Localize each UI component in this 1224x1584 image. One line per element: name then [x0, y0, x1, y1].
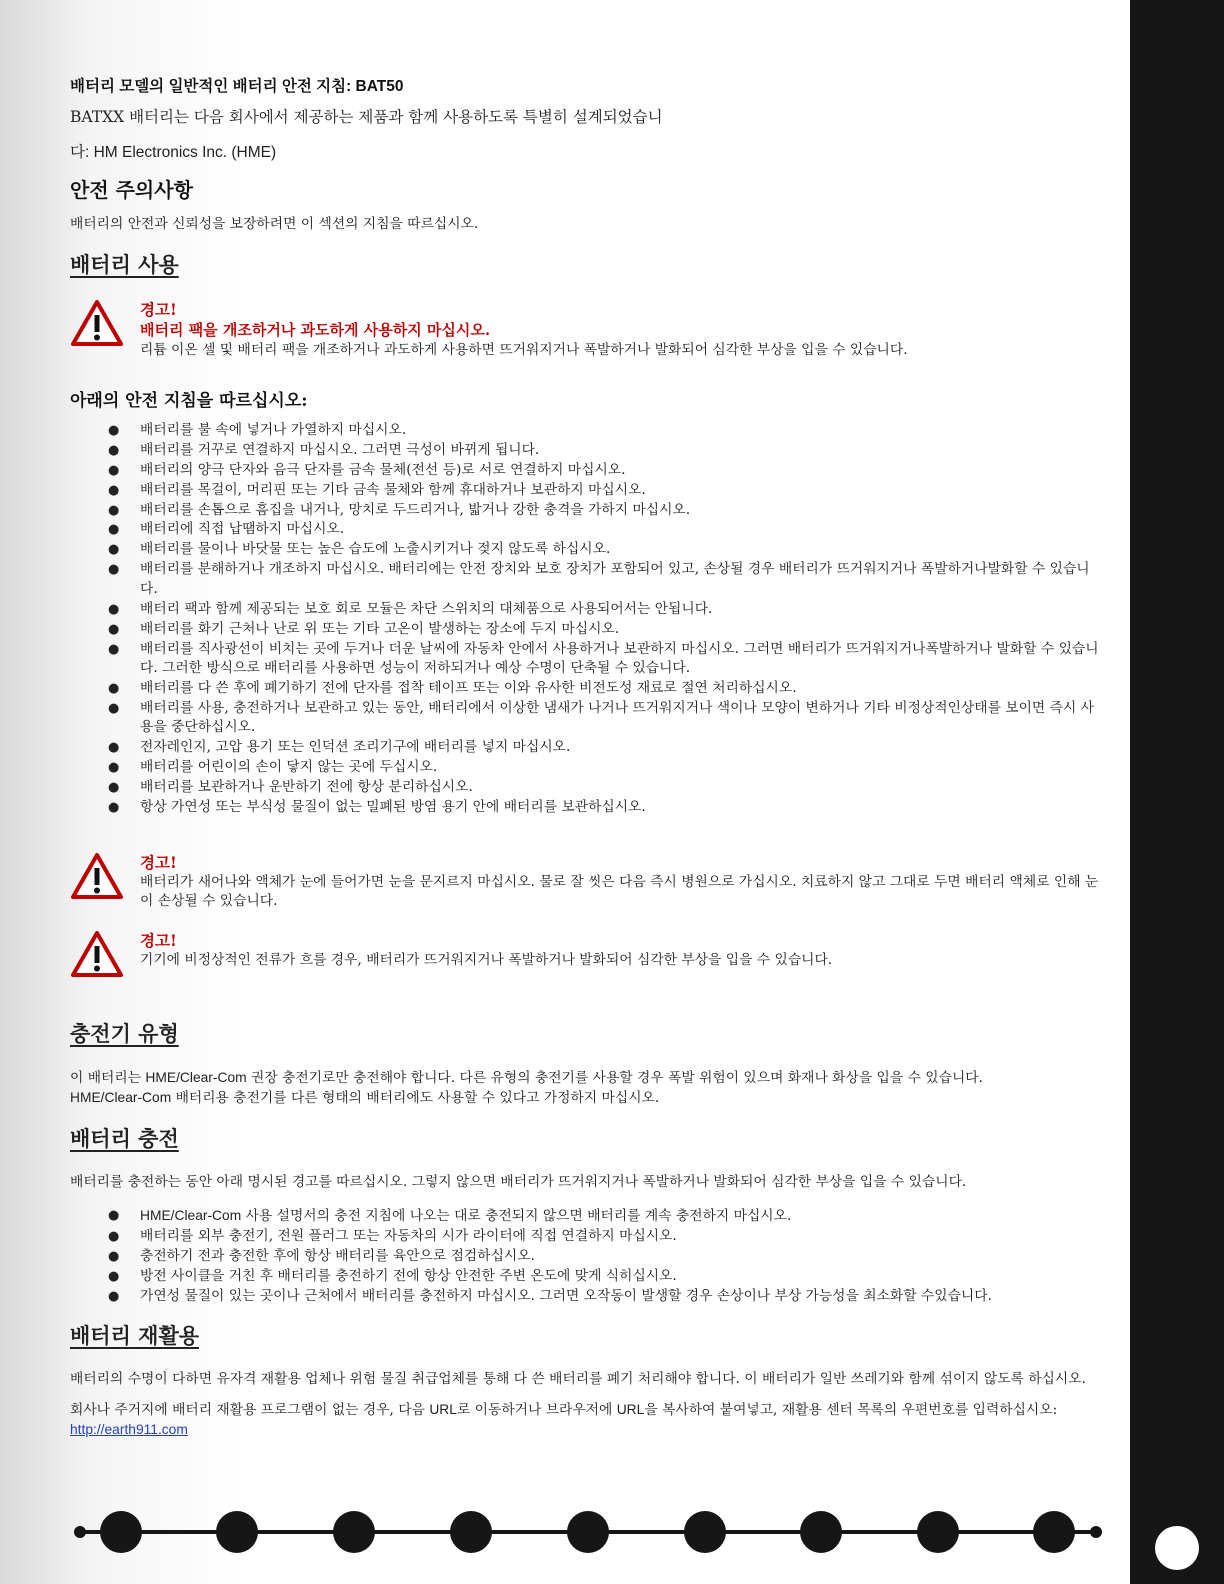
charging-guidelines-list [70, 1206, 1100, 1306]
list-item: ● 배터리를 다 쓴 후에 폐기하기 전에 단자를 접착 테이프 또는 이와 유사한 비전도성 재료로 절연 처리하십시오. [108, 679, 797, 696]
footer-dot [1033, 1511, 1075, 1553]
list-item: ● 배터리를 불 속에 넣거나 가열하지 마십시오. [108, 422, 407, 438]
warning-triangle-icon [70, 299, 124, 347]
list-item: ● 충전하기 전과 충전한 후에 항상 배터리를 육안으로 점검하십시오. [108, 1247, 535, 1264]
footer-end-dot [74, 1526, 86, 1538]
warning-title: 경고! [140, 852, 177, 872]
battery-use-heading: 배터리 사용 [70, 251, 179, 277]
footer-dot [333, 1511, 375, 1553]
warning-text: 기기에 비정상적인 전류가 흐를 경우, 배터리가 뜨거워지거나 폭발하거나 발화되어 심각한 부상을 입을 수 있습니다. [140, 951, 833, 968]
list-item: ● 배터리를 보관하거나 운반하기 전에 항상 분리하십시오. [108, 779, 473, 796]
list-item: ● 배터리를 목걸이, 머리핀 또는 기타 금속 물체와 함께 휴대하거나 보관하지 마십시오. [108, 481, 646, 498]
footer-dot [684, 1511, 726, 1553]
charging-text: 배터리를 충전하는 동안 아래 명시된 경고를 따르십시오. 그렇지 않으면 배터리가 뜨거워지거나 폭발하거나 발화되어 심각한 부상을 입을 수 있습니다. [70, 1173, 967, 1190]
list-item: ● 가연성 물질이 있는 곳이나 근처에서 배터리를 충전하지 마십시오. 그러면 오작동이 발생할 경우 손상이나 부상 가능성을 최소화할 수있습니다. [108, 1287, 992, 1304]
list-item: ● 배터리를 사용, 충전하거나 보관하고 있는 동안, 배터리에서 이상한 냄새가 나거나 뜨거워지거나 색이나 모양이 변하거나 기타 비정상적인상태를 보이면 즉시 사용을 중단하십시오. [108, 699, 1095, 736]
document-content [70, 74, 1100, 1451]
list-item: ● 전자레인지, 고압 용기 또는 인덕션 조리기구에 배터리를 넣지 마십시오. [108, 739, 571, 756]
intro-line-2: 다: HM Electronics Inc. (HME) [70, 144, 277, 161]
list-item: ● 배터리 팩과 함께 제공되는 보호 회로 모듈은 차단 스위치의 대체품으로 사용되어서는 안됩니다. [108, 600, 713, 617]
battery-charging-heading: 배터리 충전 [70, 1125, 179, 1151]
list-item: ● 배터리를 거꾸로 연결하지 마십시오. 그러면 극성이 바뀌게 됩니다. [108, 441, 540, 458]
right-sidebar-bar [1130, 0, 1224, 1584]
list-item: ● 배터리를 어린이의 손이 닿지 않는 곳에 두십시오. [108, 759, 438, 776]
footer-dot [800, 1511, 842, 1553]
footer-dot [100, 1511, 142, 1553]
charger-text: 이 배터리는 HME/Clear-Com 권장 충전기로만 충전해야 합니다. 다른 유형의 충전기를 사용할 경우 폭발 위험이 있으며 화재나 화상을 입을 수 있습니다. HME/Clear-Com 배터리용 충전기를 다른 형태의 배터리에도 사용할 수 있다고 가정하지 마십시오. [70, 1069, 983, 1107]
warning-triangle-icon [70, 852, 124, 900]
list-item: ● 배터리를 외부 충전기, 전원 플러그 또는 자동차의 시가 라이터에 직접 연결하지 마십시오. [108, 1228, 677, 1245]
list-item: ● HME/Clear-Com 사용 설명서의 충전 지침에 나오는 대로 충전되지 않으면 배터리를 계속 충전하지 마십시오. [108, 1208, 792, 1225]
charger-type-heading: 충전기 유형 [70, 1020, 179, 1046]
footer-dot [917, 1511, 959, 1553]
list-item: ● 배터리를 직사광선이 비치는 곳에 두거나 더운 날씨에 자동차 안에서 사용하거나 보관하지 마십시오. 그러면 배터리가 뜨거워지거나폭발하거나 발화할 수 있습니다. 그러한 방식으로 배터리를 사용하면 성능이 저하되거나 예상 수명이 단축될 수 있습니다. [108, 640, 1099, 677]
list-item: ● 항상 가연성 또는 부식성 물질이 없는 밀폐된 방염 용기 안에 배터리를 보관하십시오. [108, 799, 646, 816]
footer-dot [216, 1511, 258, 1553]
warning-title: 경고! [140, 299, 177, 319]
safety-text: 배터리의 안전과 신뢰성을 보장하려면 이 섹션의 지침을 따르십시오. [70, 216, 479, 232]
intro-line-1: BATXX 배터리는 다음 회사에서 제공하는 제품과 함께 사용하도록 특별히 설계되었습니 [70, 108, 663, 126]
warning-modify [70, 299, 1100, 361]
warning-triangle-icon [70, 930, 124, 978]
follow-guidelines-heading: 아래의 안전 지침을 따르십시오: [70, 391, 308, 411]
safety-guidelines-list [70, 421, 1100, 818]
warning-abnormal-current [70, 930, 1100, 978]
footer-dot [450, 1511, 492, 1553]
list-item: ● 배터리의 양극 단자와 음극 단자를 금속 물체(전선 등)로 서로 연결하지 마십시오. [108, 461, 626, 478]
earth911-link[interactable]: http://earth911.com [70, 1422, 188, 1438]
list-item: ● 배터리를 화기 근처나 난로 위 또는 기타 고온이 발생하는 장소에 두지 마십시오. [108, 620, 620, 637]
safety-heading: 안전 주의사항 [70, 178, 193, 202]
recycling-text-2: 회사나 주거지에 배터리 재활용 프로그램이 없는 경우, 다음 URL로 이동하거나 브라우저에 URL을 복사하여 붙여넣고, 재활용 센터 목록의 우편번호를 입력하십시오: http://earth911.com [70, 1401, 1058, 1438]
footer-dot [567, 1511, 609, 1553]
battery-recycling-heading: 배터리 재활용 [70, 1323, 200, 1349]
list-item: ● 배터리를 분해하거나 개조하지 마십시오. 배터리에는 안전 장치와 보호 장치가 포함되어 있고, 손상될 경우 배터리가 뜨거워지거나 폭발하거나발화할 수 있습니다. [108, 561, 1090, 597]
list-item: ● 배터리를 물이나 바닷물 또는 높은 습도에 노출시키거나 젖지 않도록 하십시오. [108, 541, 611, 558]
warning-eye-contact [70, 852, 1100, 912]
list-item: ● 배터리를 손톱으로 흠집을 내거나, 망치로 두드리거나, 밟거나 강한 충격을 가하지 마십시오. [108, 501, 691, 518]
warning-text: 리튬 이온 셀 및 배터리 팩을 개조하거나 과도하게 사용하면 뜨거워지거나 폭발하거나 발화되어 심각한 부상을 입을 수 있습니다. [140, 341, 908, 358]
list-item: ● 방전 사이클을 거친 후 배터리를 충전하기 전에 항상 안전한 주변 온도에 맞게 식히십시오. [108, 1267, 677, 1284]
warning-text: 배터리가 새어나와 액체가 눈에 들어가면 눈을 문지르지 마십시오. 물로 잘 씻은 다음 즉시 병원으로 가십시오. 치료하지 않고 그대로 두면 배터리 액체로 인해 눈이 손상될 수 있습니다. [140, 873, 1099, 910]
recycling-text-1: 배터리의 수명이 다하면 유자격 재활용 업체나 위험 물질 취급업체를 통해 다 쓴 배터리를 폐기 처리해야 합니다. 이 배터리가 일반 쓰레기와 함께 섞이지 않도록 하십시오. [70, 1371, 1086, 1388]
page-circle-marker [1155, 1526, 1199, 1570]
warning-title: 경고! [140, 930, 177, 950]
list-item: ● 배터리에 직접 납땜하지 마십시오. [108, 521, 345, 538]
footer-end-dot [1090, 1526, 1102, 1538]
document-title: 배터리 모델의 일반적인 배터리 안전 지침: BAT50 [70, 78, 404, 95]
warning-subtitle: 배터리 팩을 개조하거나 과도하게 사용하지 마십시오. [140, 320, 491, 339]
